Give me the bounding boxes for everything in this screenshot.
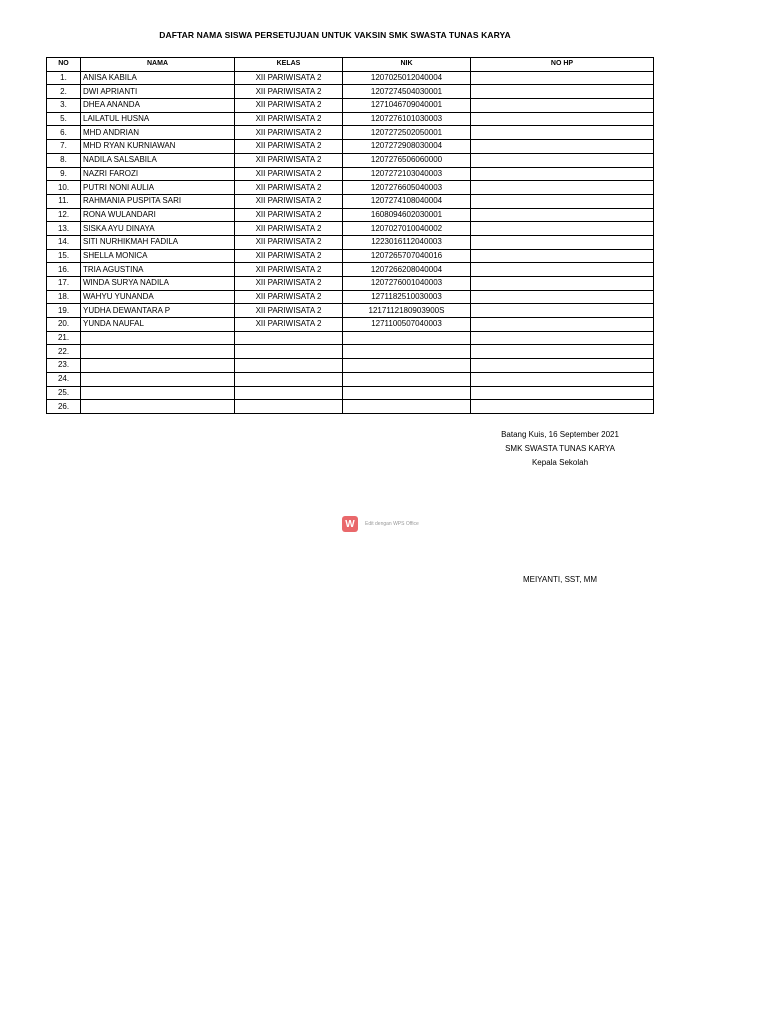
class-cell: XII PARIWISATA 2 [235, 304, 343, 318]
row-number-cell: 6. [47, 126, 81, 140]
table-row [47, 400, 654, 414]
table-row [47, 140, 654, 154]
row-number-cell: 14. [47, 235, 81, 249]
class-cell: XII PARIWISATA 2 [235, 99, 343, 113]
phone-number-cell [471, 372, 654, 386]
student-name-cell: WINDA SURYA NADILA [81, 277, 235, 291]
student-name-cell: SISKA AYU DINAYA [81, 222, 235, 236]
student-table [46, 57, 654, 414]
class-cell: XII PARIWISATA 2 [235, 249, 343, 263]
class-cell: XII PARIWISATA 2 [235, 112, 343, 126]
row-number-cell: 9. [47, 167, 81, 181]
table-row [47, 277, 654, 291]
nik-cell: 1207272502050001 [343, 126, 471, 140]
class-cell: XII PARIWISATA 2 [235, 181, 343, 195]
table-row [47, 222, 654, 236]
row-number-cell: 12. [47, 208, 81, 222]
class-cell [235, 359, 343, 373]
table-row [47, 372, 654, 386]
student-name-cell [81, 386, 235, 400]
class-cell: XII PARIWISATA 2 [235, 263, 343, 277]
student-name-cell: DHEA ANANDA [81, 99, 235, 113]
phone-number-cell [471, 222, 654, 236]
row-number-cell: 19. [47, 304, 81, 318]
nik-cell: 1608094602030001 [343, 208, 471, 222]
class-cell: XII PARIWISATA 2 [235, 235, 343, 249]
student-name-cell: MHD ANDRIAN [81, 126, 235, 140]
phone-number-cell [471, 400, 654, 414]
nik-cell: 1271100507040003 [343, 318, 471, 332]
row-number-cell: 7. [47, 140, 81, 154]
table-header-row [47, 58, 654, 72]
phone-number-cell [471, 359, 654, 373]
row-number-cell: 5. [47, 112, 81, 126]
table-row [47, 386, 654, 400]
row-number-cell: 18. [47, 290, 81, 304]
table-row [47, 331, 654, 345]
phone-number-cell [471, 112, 654, 126]
signature-place-date: Batang Kuis, 16 September 2021 [501, 430, 619, 439]
phone-number-cell [471, 140, 654, 154]
student-name-cell: TRIA AGUSTINA [81, 263, 235, 277]
phone-number-cell [471, 208, 654, 222]
student-name-cell: YUDHA DEWANTARA P [81, 304, 235, 318]
student-name-cell: NADILA SALSABILA [81, 153, 235, 167]
student-name-cell [81, 400, 235, 414]
row-number-cell: 13. [47, 222, 81, 236]
student-name-cell: NAZRI FAROZI [81, 167, 235, 181]
class-cell: XII PARIWISATA 2 [235, 126, 343, 140]
nik-cell: 1217112180903900S [343, 304, 471, 318]
nik-cell: 1207266208040004 [343, 263, 471, 277]
table-row [47, 126, 654, 140]
class-cell [235, 372, 343, 386]
phone-number-cell [471, 263, 654, 277]
table-row [47, 71, 654, 85]
class-cell: XII PARIWISATA 2 [235, 167, 343, 181]
student-name-cell: RONA WULANDARI [81, 208, 235, 222]
phone-number-cell [471, 277, 654, 291]
table-row [47, 208, 654, 222]
student-name-cell: WAHYU YUNANDA [81, 290, 235, 304]
class-cell [235, 331, 343, 345]
student-name-cell: ANISA KABILA [81, 71, 235, 85]
table-row [47, 359, 654, 373]
student-name-cell: PUTRI NONI AULIA [81, 181, 235, 195]
nik-cell: 1207027010040002 [343, 222, 471, 236]
student-name-cell: DWI APRIANTI [81, 85, 235, 99]
table-row [47, 304, 654, 318]
student-name-cell: SITI NURHIKMAH FADILA [81, 235, 235, 249]
row-number-cell: 25. [47, 386, 81, 400]
student-name-cell: MHD RYAN KURNIAWAN [81, 140, 235, 154]
phone-number-cell [471, 235, 654, 249]
class-cell: XII PARIWISATA 2 [235, 318, 343, 332]
row-number-cell: 24. [47, 372, 81, 386]
phone-number-cell [471, 331, 654, 345]
nik-cell: 1207276605040003 [343, 181, 471, 195]
class-cell [235, 345, 343, 359]
row-number-cell: 8. [47, 153, 81, 167]
student-name-cell: YUNDA NAUFAL [81, 318, 235, 332]
row-number-cell: 3. [47, 99, 81, 113]
table-row [47, 345, 654, 359]
student-name-cell [81, 331, 235, 345]
phone-number-cell [471, 167, 654, 181]
row-number-cell: 22. [47, 345, 81, 359]
nik-cell [343, 359, 471, 373]
header-no: NO [47, 58, 81, 72]
student-name-cell [81, 359, 235, 373]
class-cell: XII PARIWISATA 2 [235, 277, 343, 291]
class-cell: XII PARIWISATA 2 [235, 71, 343, 85]
signature-name: MEIYANTI, SST, MM [522, 575, 598, 584]
header-nik: NIK [343, 58, 471, 72]
phone-number-cell [471, 304, 654, 318]
signature-school: SMK SWASTA TUNAS KARYA [505, 444, 615, 453]
phone-number-cell [471, 85, 654, 99]
nik-cell: 1207274108040004 [343, 194, 471, 208]
row-number-cell: 23. [47, 359, 81, 373]
watermark-text: Edit dengan WPS Office [365, 521, 419, 527]
phone-number-cell [471, 181, 654, 195]
table-row [47, 181, 654, 195]
nik-cell [343, 400, 471, 414]
table-row [47, 194, 654, 208]
phone-number-cell [471, 386, 654, 400]
header-nama: NAMA [81, 58, 235, 72]
row-number-cell: 20. [47, 318, 81, 332]
table-row [47, 318, 654, 332]
nik-cell: 1271182510030003 [343, 290, 471, 304]
table-row [47, 112, 654, 126]
row-number-cell: 11. [47, 194, 81, 208]
wps-office-logo-icon: W [342, 516, 358, 532]
nik-cell: 1271046709040001 [343, 99, 471, 113]
student-name-cell [81, 372, 235, 386]
header-no-hp: NO HP [471, 58, 654, 72]
class-cell: XII PARIWISATA 2 [235, 208, 343, 222]
class-cell [235, 400, 343, 414]
nik-cell: 1207276506060000 [343, 153, 471, 167]
row-number-cell: 10. [47, 181, 81, 195]
student-name-cell: SHELLA MONICA [81, 249, 235, 263]
class-cell: XII PARIWISATA 2 [235, 153, 343, 167]
nik-cell: 1207274504030001 [343, 85, 471, 99]
class-cell: XII PARIWISATA 2 [235, 140, 343, 154]
header-kelas: KELAS [235, 58, 343, 72]
nik-cell: 1207272908030004 [343, 140, 471, 154]
phone-number-cell [471, 290, 654, 304]
phone-number-cell [471, 71, 654, 85]
phone-number-cell [471, 345, 654, 359]
student-name-cell: RAHMANIA PUSPITA SARI [81, 194, 235, 208]
nik-cell: 1207025012040004 [343, 71, 471, 85]
phone-number-cell [471, 249, 654, 263]
table-row [47, 85, 654, 99]
class-cell [235, 386, 343, 400]
signature-role: Kepala Sekolah [531, 458, 589, 467]
student-name-cell: LAILATUL HUSNA [81, 112, 235, 126]
phone-number-cell [471, 153, 654, 167]
table-row [47, 167, 654, 181]
class-cell: XII PARIWISATA 2 [235, 85, 343, 99]
row-number-cell: 26. [47, 400, 81, 414]
nik-cell [343, 345, 471, 359]
row-number-cell: 21. [47, 331, 81, 345]
table-row [47, 249, 654, 263]
nik-cell [343, 331, 471, 345]
nik-cell [343, 386, 471, 400]
nik-cell: 1207265707040016 [343, 249, 471, 263]
table-row [47, 263, 654, 277]
document-title: DAFTAR NAMA SISWA PERSETUJUAN UNTUK VAKSIN SMK SWASTA TUNAS KARYA [159, 30, 511, 40]
nik-cell: 1207276101030003 [343, 112, 471, 126]
table-row [47, 290, 654, 304]
phone-number-cell [471, 126, 654, 140]
row-number-cell: 2. [47, 85, 81, 99]
class-cell: XII PARIWISATA 2 [235, 222, 343, 236]
class-cell: XII PARIWISATA 2 [235, 290, 343, 304]
phone-number-cell [471, 194, 654, 208]
phone-number-cell [471, 318, 654, 332]
row-number-cell: 15. [47, 249, 81, 263]
class-cell: XII PARIWISATA 2 [235, 194, 343, 208]
nik-cell: 1207272103040003 [343, 167, 471, 181]
phone-number-cell [471, 99, 654, 113]
student-name-cell [81, 345, 235, 359]
table-row [47, 235, 654, 249]
nik-cell: 1223016112040003 [343, 235, 471, 249]
table-row [47, 99, 654, 113]
row-number-cell: 17. [47, 277, 81, 291]
row-number-cell: 16. [47, 263, 81, 277]
nik-cell [343, 372, 471, 386]
nik-cell: 1207276001040003 [343, 277, 471, 291]
row-number-cell: 1. [47, 71, 81, 85]
wps-watermark[interactable] [342, 516, 419, 532]
table-row [47, 153, 654, 167]
